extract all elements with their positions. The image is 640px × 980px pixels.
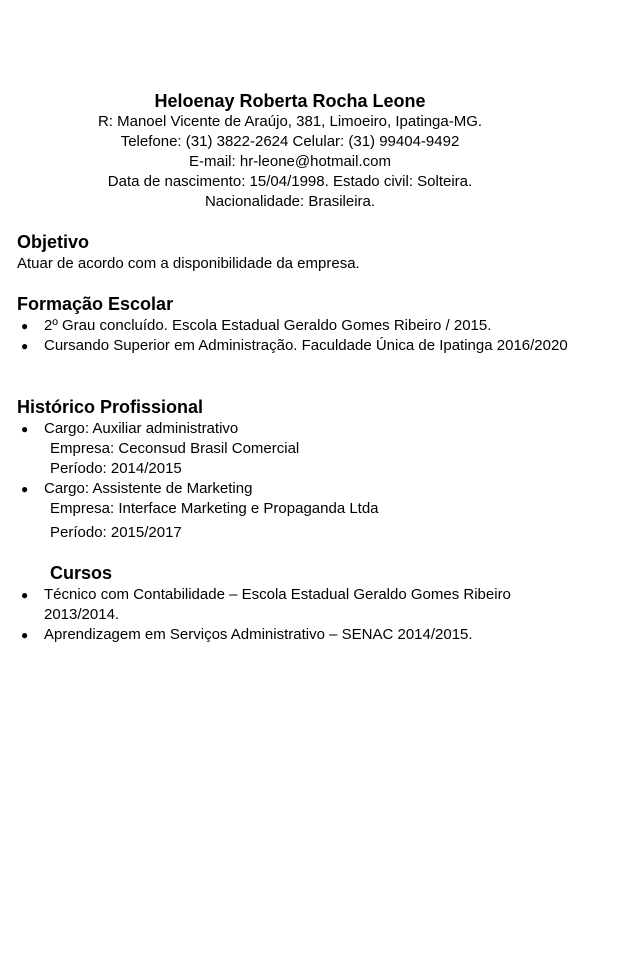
objetivo-section [17, 230, 577, 274]
list-item [17, 316, 577, 336]
historico-section [17, 395, 577, 543]
phone-line: Telefone: (31) 3822-2624 Celular: (31) 99404-9492 [120, 133, 460, 150]
address-line: R: Manoel Vicente de Araújo, 381, Limoeiro, Ipatinga-MG. [97, 113, 483, 130]
formacao-item-text: 2º Grau concluído. Escola Estadual Geraldo Gomes Ribeiro / 2015. [44, 317, 492, 334]
list-item [17, 336, 577, 356]
formacao-title: Formação Escolar [17, 294, 174, 314]
objetivo-text: Atuar de acordo com a disponibilidade da empresa. [17, 255, 360, 272]
job-cargo: Cargo: Auxiliar administrativo [44, 420, 239, 437]
bullet-icon: ● [21, 319, 29, 333]
bullet-icon: ● [21, 482, 29, 496]
bullet-icon: ● [21, 628, 29, 642]
candidate-name: Heloenay Roberta Rocha Leone [154, 91, 426, 111]
formacao-item-text: Cursando Superior em Administração. Faculdade Única de Ipatinga 2016/2020 [44, 337, 568, 354]
job-cargo: Cargo: Assistente de Marketing [44, 480, 253, 497]
historico-list [17, 419, 577, 543]
job-empresa: Empresa: Ceconsud Brasil Comercial [50, 440, 300, 457]
cursos-section [17, 561, 577, 645]
job-empresa: Empresa: Interface Marketing e Propaganda Ltda [50, 500, 379, 517]
job-periodo: Período: 2015/2017 [50, 524, 182, 541]
list-item [17, 585, 514, 625]
list-item [17, 419, 577, 479]
email-line: E-mail: hr-leone@hotmail.com [189, 153, 391, 170]
list-item [17, 625, 577, 645]
cursos-title: Cursos [50, 563, 113, 583]
objetivo-title: Objetivo [17, 232, 90, 252]
bullet-icon: ● [21, 422, 29, 436]
list-item [17, 479, 577, 543]
bullet-icon: ● [21, 588, 29, 602]
curso-item-text: Aprendizagem em Serviços Administrativo – SENAC 2014/2015. [44, 626, 473, 643]
formacao-list [17, 316, 577, 356]
cursos-list [17, 585, 577, 645]
curso-item-text: Técnico com Contabilidade – Escola Estadual Geraldo Gomes Ribeiro 2013/2014. [44, 586, 511, 623]
formacao-section [17, 292, 577, 356]
resume-header [0, 90, 580, 212]
nationality-line: Nacionalidade: Brasileira. [204, 193, 376, 210]
job-periodo: Período: 2014/2015 [50, 460, 182, 477]
bullet-icon: ● [21, 339, 29, 353]
birth-civil-line: Data de nascimento: 15/04/1998. Estado civil: Solteira. [107, 173, 473, 190]
historico-title: Histórico Profissional [17, 397, 204, 417]
